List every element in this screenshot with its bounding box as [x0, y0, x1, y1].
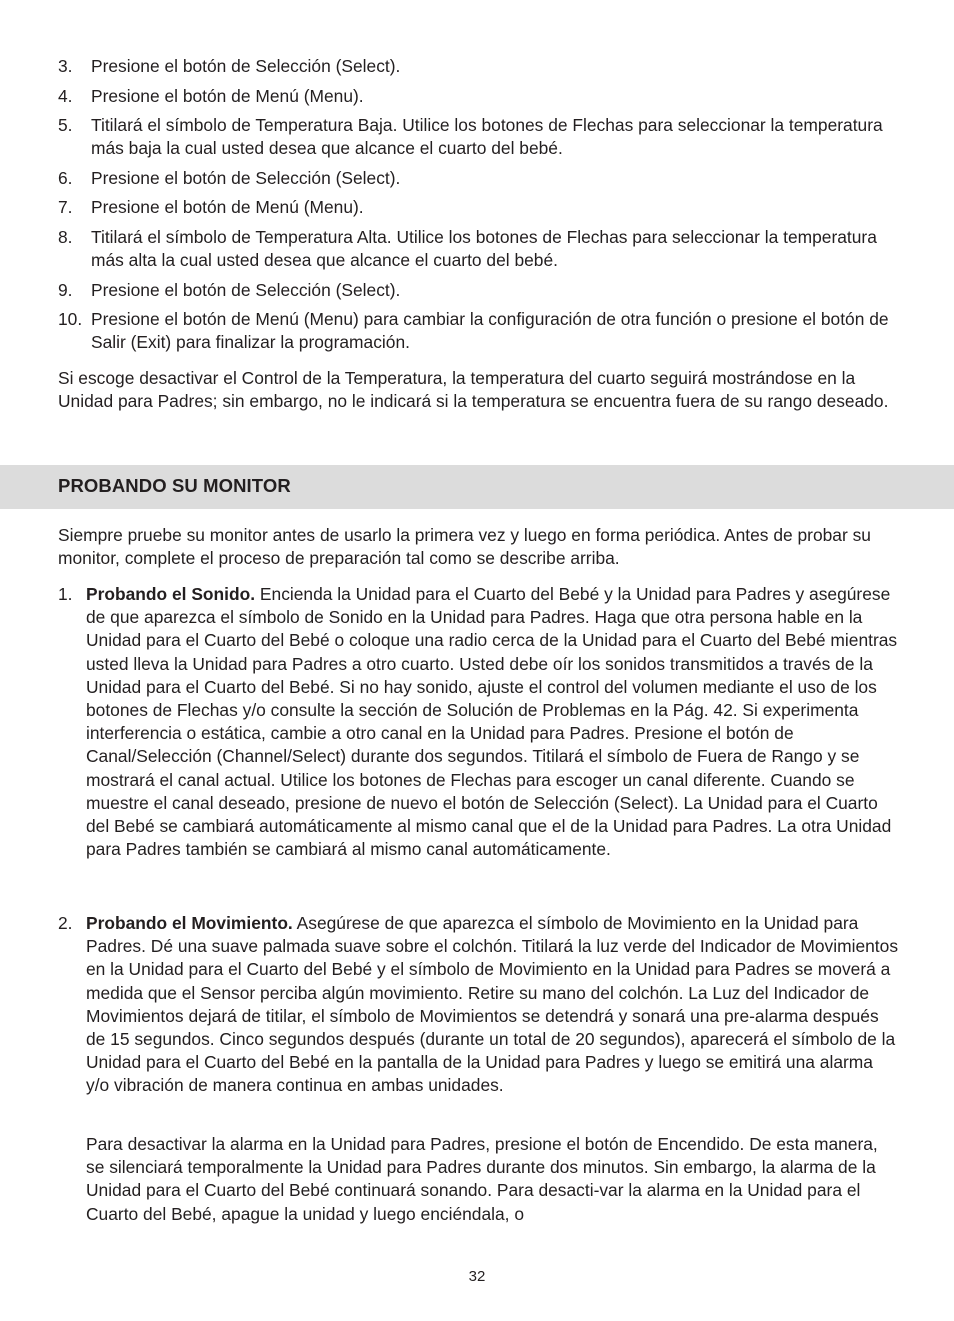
step-text: Presione el botón de Menú (Menu). — [91, 197, 364, 217]
item-body — [86, 583, 898, 861]
section-intro: Siempre pruebe su monitor antes de usarlo la primera vez y luego en forma periódica. Antes de probar su monitor, complete el proceso de preparación tal como se describe arriba. — [58, 525, 871, 569]
page-number: 32 — [468, 1268, 486, 1285]
step-number: 5. — [58, 115, 73, 135]
step-number: 9. — [58, 280, 73, 300]
step-text: Presione el botón de Selección (Select). — [91, 56, 401, 76]
step-text: Presione el botón de Menú (Menu) para cambiar la configuración de otra función o presione el botón de Salir (Exit) para finalizar la programación. — [91, 309, 889, 353]
step-number: 7. — [58, 197, 73, 217]
section-title: PROBANDO SU MONITOR — [58, 475, 291, 496]
step-text: Titilará el símbolo de Temperatura Baja. Utilice los botones de Flechas para seleccionar la temperatura más baja la cual usted desea que alcance el cuarto del bebé. — [91, 115, 883, 159]
step-number: 8. — [58, 227, 73, 247]
temperature-note: Si escoge desactivar el Control de la Temperatura, la temperatura del cuarto seguirá mostrándose en la Unidad para Padres; sin embargo, no le indicará si la temperatura se encuentra fuera de su rango deseado. — [58, 368, 889, 412]
item-heading: Probando el Movimiento. — [86, 913, 293, 933]
step-number: 4. — [58, 86, 73, 106]
step-number: 3. — [58, 56, 73, 76]
item-heading: Probando el Sonido. — [86, 584, 256, 604]
followup-text: Para desactivar la alarma en la Unidad para Padres, presione el botón de Encendido. De esta manera, se silenciará temporalmente la Unidad para Padres durante dos minutos. Sin embargo, la alarma de la Unidad para el Cuarto del Bebé continuará sonando. Para desacti-var la alarma en la Unidad para el Cuarto del Bebé, apague la unidad y luego enciéndala, o — [86, 1134, 878, 1224]
step-text: Presione el botón de Selección (Select). — [91, 280, 401, 300]
step-text: Titilará el símbolo de Temperatura Alta. Utilice los botones de Flechas para seleccionar la temperatura más alta la cual usted desea que alcance el cuarto del bebé. — [91, 227, 877, 271]
item-number: 2. — [58, 913, 73, 933]
step-text: Presione el botón de Selección (Select). — [91, 168, 401, 188]
item-text: Encienda la Unidad para el Cuarto del Bebé y la Unidad para Padres y asegúrese de que aparezca el símbolo de Sonido en la Unidad para Padres. Haga que otra persona hable en la Unidad para el Cuarto del Bebé o coloque una radio cerca de la Unidad para el Cuarto del Bebé mientras usted lleva la Unidad para Padres a otro cuarto. Usted debe oír los sonidos transmitidos a través de la Unidad para el Cuarto del Bebé. Si no hay sonido, ajuste el control del volumen mediante el uso de los botones de Flechas y/o consulte la sección de Solución de Problemas en la Pág. 42. Si experimenta interferencia o estática, cambie a otro canal en la Unidad para Padres. Presione el botón de Canal/Selección (Channel/Select) durante dos segundos. Titilará el símbolo de Fuera de Rango y se mostrará el canal actual. Utilice los botones de Flechas para escoger un canal diferente. Cuando se muestre el canal deseado, presione de nuevo el botón de Selección (Select). La Unidad para el Cuarto del Bebé se cambiará automáticamente al mismo canal que el de la Unidad para Padres. La otra Unidad para Padres también se cambiará al mismo canal automáticamente. — [86, 584, 898, 860]
step-number: 10. — [58, 309, 83, 329]
step-text: Presione el botón de Menú (Menu). — [91, 86, 364, 106]
item-body — [86, 912, 898, 1098]
item-number: 1. — [58, 584, 73, 604]
step-number: 6. — [58, 168, 73, 188]
item-text: Asegúrese de que aparezca el símbolo de Movimiento en la Unidad para Padres. Dé una suave palmada suave sobre el colchón. Titilará la luz verde del Indicador de Movimientos en la Unidad para el Cuarto del Bebé y el símbolo de Movimiento en la Unidad para Padres se moverá a medida que el Sensor perciba algún movimiento. Retire su mano del colchón. La Luz del Indicador de Movimientos dejará de titilar, el símbolo de Movimientos se detendrá y sonará una pre-alarma después de 15 segundos. Cinco segundos después (durante un total de 20 segundos), aparecerá el símbolo de la Unidad para el Cuarto del Bebé en la pantalla de la Unidad para Padres y luego se emitirá una alarma y/o vibración de manera continua en ambas unidades. — [86, 913, 899, 1096]
